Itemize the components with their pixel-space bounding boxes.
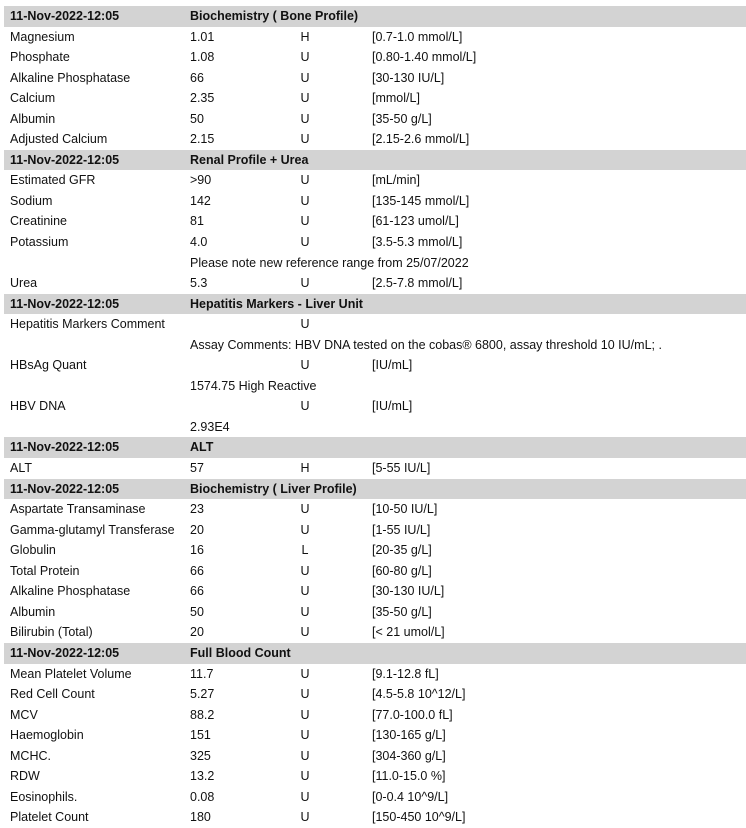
result-row	[4, 68, 746, 89]
test-value: >90	[190, 173, 212, 188]
test-flag: U	[300, 132, 310, 147]
test-flag: U	[300, 70, 310, 85]
test-value: 50	[190, 111, 204, 126]
result-row	[4, 705, 746, 726]
test-value: 66	[190, 70, 204, 85]
result-row	[4, 273, 746, 294]
result-row	[4, 787, 746, 808]
test-value: 66	[190, 563, 204, 578]
test-flag: U	[300, 707, 310, 722]
section-header-1	[4, 150, 746, 171]
test-reference-range: [1-55 IU/L]	[372, 522, 431, 537]
test-reference-range: [20-35 g/L]	[372, 543, 432, 558]
section-header-5	[4, 643, 746, 664]
test-reference-range: [135-145 mmol/L]	[372, 193, 470, 208]
test-reference-range: [mL/min]	[372, 173, 420, 188]
result-row	[4, 725, 746, 746]
test-name: Red Cell Count	[10, 687, 95, 702]
test-flag: U	[300, 399, 310, 414]
test-value: 4.0	[190, 235, 208, 250]
section-datetime: 11-Nov-2022-12:05	[10, 440, 120, 455]
test-reference-range: [IU/mL]	[372, 358, 413, 373]
test-value: 1.01	[190, 29, 215, 44]
section-title: Renal Profile + Urea	[190, 152, 309, 167]
result-row	[4, 355, 746, 376]
test-name: Platelet Count	[10, 810, 89, 825]
test-flag: U	[300, 769, 310, 784]
test-reference-range: [60-80 g/L]	[372, 563, 432, 578]
test-name: MCV	[10, 707, 38, 722]
test-reference-range: [IU/mL]	[372, 399, 413, 414]
test-value: 5.27	[190, 687, 215, 702]
result-row	[4, 499, 746, 520]
result-row	[4, 211, 746, 232]
test-name: Gamma-glutamyl Transferase	[10, 522, 175, 537]
test-name: MCHC.	[10, 748, 51, 763]
test-value: 11.7	[190, 666, 214, 681]
result-row	[4, 602, 746, 623]
result-row	[4, 47, 746, 68]
test-reference-range: [150-450 10^9/L]	[372, 810, 466, 825]
test-reference-range: [35-50 g/L]	[372, 604, 432, 619]
test-flag: U	[300, 276, 310, 291]
test-name: Estimated GFR	[10, 173, 96, 188]
result-row	[4, 664, 746, 685]
test-name: Adjusted Calcium	[10, 132, 108, 147]
test-value: 142	[190, 193, 211, 208]
test-reference-range: [0.7-1.0 mmol/L]	[372, 29, 463, 44]
comment-text: 1574.75 High Reactive	[190, 378, 317, 393]
section-datetime: 11-Nov-2022-12:05	[10, 9, 120, 23]
comment-row	[4, 253, 746, 274]
result-row	[4, 622, 746, 643]
test-reference-range: [11.0-15.0 %]	[372, 769, 446, 784]
test-reference-range: [2.15-2.6 mmol/L]	[372, 132, 470, 147]
test-flag: U	[300, 584, 310, 599]
comment-text: Assay Comments: HBV DNA tested on the cobas® 6800, assay threshold 10 IU/mL; .	[190, 337, 662, 352]
test-name: Aspartate Transaminase	[10, 502, 146, 517]
test-reference-range: [77.0-100.0 fL]	[372, 707, 453, 722]
test-reference-range: [304-360 g/L]	[372, 748, 446, 763]
comment-text: 2.93E4	[190, 419, 230, 434]
result-row	[4, 27, 746, 48]
test-reference-range: [30-130 IU/L]	[372, 584, 445, 599]
test-value: 23	[190, 502, 204, 517]
section-datetime: 11-Nov-2022-12:05	[10, 152, 120, 167]
test-reference-range: [5-55 IU/L]	[372, 461, 431, 476]
section-title: Biochemistry ( Bone Profile)	[190, 9, 359, 23]
section-title: Hepatitis Markers - Liver Unit	[190, 296, 363, 311]
test-reference-range: [30-130 IU/L]	[372, 70, 445, 85]
test-value: 50	[190, 604, 204, 619]
test-flag: U	[300, 522, 310, 537]
test-flag: U	[300, 748, 310, 763]
section-header-4	[4, 479, 746, 500]
test-flag: U	[300, 193, 310, 208]
test-name: Calcium	[10, 91, 56, 106]
result-row	[4, 520, 746, 541]
test-flag: H	[300, 461, 310, 476]
test-value: 0.08	[190, 789, 215, 804]
test-reference-range: [2.5-7.8 mmol/L]	[372, 276, 463, 291]
result-row	[4, 746, 746, 767]
test-flag: U	[300, 687, 310, 702]
test-name: ALT	[10, 461, 32, 476]
test-value: 88.2	[190, 707, 215, 722]
test-reference-range: [9.1-12.8 fL]	[372, 666, 439, 681]
test-name: HBV DNA	[10, 399, 66, 414]
test-name: Bilirubin (Total)	[10, 625, 93, 640]
test-value: 180	[190, 810, 211, 825]
result-row	[4, 88, 746, 109]
test-name: HBsAg Quant	[10, 358, 87, 373]
section-datetime: 11-Nov-2022-12:05	[10, 481, 120, 496]
test-reference-range: [mmol/L]	[372, 91, 420, 106]
test-value: 20	[190, 522, 204, 537]
test-name: Albumin	[10, 604, 56, 619]
test-reference-range: [< 21 umol/L]	[372, 625, 445, 640]
result-row	[4, 396, 746, 417]
test-flag: U	[300, 317, 310, 332]
result-row	[4, 766, 746, 787]
test-flag: U	[300, 563, 310, 578]
section-header-0	[4, 6, 746, 27]
test-name: Eosinophils.	[10, 789, 78, 804]
test-flag: U	[300, 502, 310, 517]
test-reference-range: [10-50 IU/L]	[372, 502, 438, 517]
test-reference-range: [0-0.4 10^9/L]	[372, 789, 449, 804]
test-reference-range: [35-50 g/L]	[372, 111, 432, 126]
result-row	[4, 129, 746, 150]
test-reference-range: [3.5-5.3 mmol/L]	[372, 235, 463, 250]
result-row	[4, 807, 746, 828]
lab-results-report	[4, 6, 746, 828]
result-row	[4, 170, 746, 191]
test-value: 16	[190, 543, 204, 558]
test-flag: U	[300, 728, 310, 743]
test-flag: U	[300, 173, 310, 188]
test-flag: U	[300, 604, 310, 619]
result-row	[4, 109, 746, 130]
test-name: Albumin	[10, 111, 56, 126]
test-flag: U	[300, 666, 310, 681]
test-name: Mean Platelet Volume	[10, 666, 132, 681]
test-name: Creatinine	[10, 214, 67, 229]
test-flag: U	[300, 214, 310, 229]
section-datetime: 11-Nov-2022-12:05	[10, 645, 120, 660]
test-flag: U	[300, 810, 310, 825]
test-flag: U	[300, 789, 310, 804]
test-reference-range: [61-123 umol/L]	[372, 214, 459, 229]
test-name: Magnesium	[10, 29, 75, 44]
test-name: Haemoglobin	[10, 728, 84, 743]
test-name: Hepatitis Markers Comment	[10, 317, 165, 332]
result-row	[4, 540, 746, 561]
test-name: Alkaline Phosphatase	[10, 70, 131, 85]
result-row	[4, 581, 746, 602]
test-flag: L	[301, 543, 309, 558]
result-row	[4, 191, 746, 212]
test-reference-range: [0.80-1.40 mmol/L]	[372, 50, 477, 65]
test-flag: U	[300, 91, 310, 106]
section-datetime: 11-Nov-2022-12:05	[10, 296, 120, 311]
comment-row	[4, 335, 746, 356]
test-value: 66	[190, 584, 204, 599]
test-value: 2.15	[190, 132, 215, 147]
section-title: Full Blood Count	[190, 645, 291, 660]
test-name: Alkaline Phosphatase	[10, 584, 131, 599]
section-title: Biochemistry ( Liver Profile)	[190, 481, 357, 496]
test-value: 57	[190, 461, 204, 476]
section-header-2	[4, 294, 746, 315]
section-title: ALT	[190, 440, 214, 455]
test-reference-range: [4.5-5.8 10^12/L]	[372, 687, 466, 702]
comment-row	[4, 417, 746, 438]
test-flag: U	[300, 50, 310, 65]
test-name: Phosphate	[10, 50, 70, 65]
comment-row	[4, 376, 746, 397]
test-flag: U	[300, 235, 310, 250]
test-flag: U	[300, 358, 310, 373]
test-value: 5.3	[190, 276, 208, 291]
test-value: 81	[190, 214, 204, 229]
result-row	[4, 684, 746, 705]
test-value: 325	[190, 748, 211, 763]
result-row	[4, 458, 746, 479]
comment-text: Please note new reference range from 25/07/2022	[190, 255, 469, 270]
test-flag: U	[300, 625, 310, 640]
test-value: 151	[190, 728, 211, 743]
test-name: Sodium	[10, 193, 53, 208]
test-name: Globulin	[10, 543, 56, 558]
test-name: Total Protein	[10, 563, 80, 578]
test-flag: U	[300, 111, 310, 126]
result-row	[4, 561, 746, 582]
test-name: RDW	[10, 769, 40, 784]
test-name: Potassium	[10, 235, 69, 250]
test-value: 2.35	[190, 91, 215, 106]
result-row	[4, 314, 746, 335]
test-value: 1.08	[190, 50, 215, 65]
test-name: Urea	[10, 276, 38, 291]
test-flag: H	[300, 29, 310, 44]
test-value: 13.2	[190, 769, 215, 784]
test-reference-range: [130-165 g/L]	[372, 728, 446, 743]
test-value: 20	[190, 625, 204, 640]
section-header-3	[4, 437, 746, 458]
result-row	[4, 232, 746, 253]
